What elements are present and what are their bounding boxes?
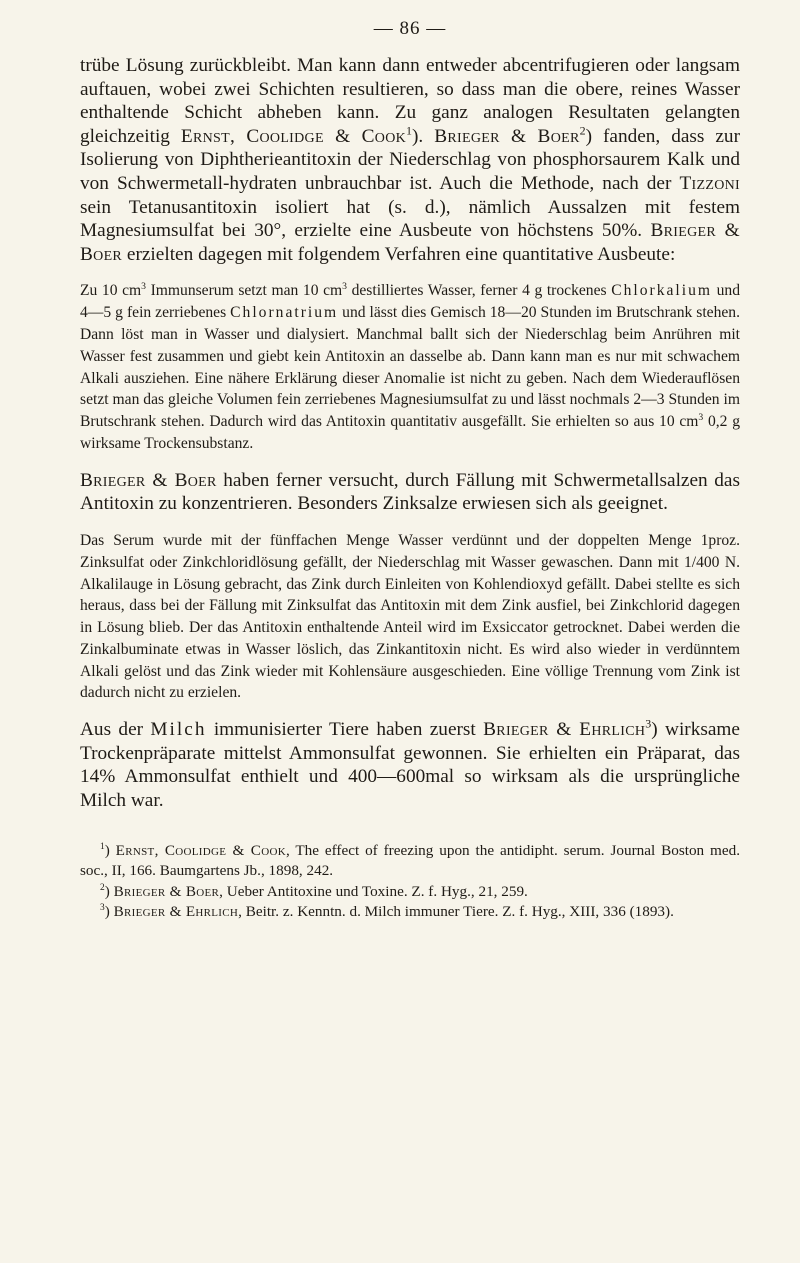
footnote-text: , The effect of freezing upon the antidipht. serum. Journal Boston med. soc., II, 166. Baumgartens Jb., 1898, 242. [80, 841, 740, 880]
footnote-text: , Ueber Antitoxine und Toxine. Z. f. Hyg., 21, 259. [219, 882, 528, 900]
small-paragraph-1 [80, 280, 740, 454]
paragraph-text: N. Alkalilauge in Lösung gebracht, das Zink durch Einleiten von Kohlendioxyd gefällt. Dabei stellte es sich heraus, dass bei der Fällung mit Zinksulfat das Antitoxin mit dem Zink ausfiel, bei Zinkchlorid dagegen in Lösung blieb. Der das Antitoxin enthaltende Anteil wird im Exsiccator getrocknet. Dabei werden die Zinkalbuminate etwas in Wasser löslich, das Zinkantitoxin nicht. Es wird also wieder in verdünntem Alkali gelöst und das Zink wieder mit Kohlensäure ausgeschieden. Eine völlige Trennung vom Zink ist dadurch nicht zu erzielen. [80, 553, 741, 702]
footnote-ref: 2 [579, 123, 586, 138]
footnotes [80, 841, 740, 923]
footnote-number: 3 [100, 903, 105, 914]
paragraph-text: sein Tetanusantitoxin isoliert hat (s. d.), nämlich Aussalzen mit festem Magnesiumsulfat bei 30°, erzielte eine Ausbeute von höchstens 50%. [80, 196, 740, 242]
author-name: Brieger & Boer [80, 220, 740, 265]
author-name: Brieger & Boer [434, 125, 580, 147]
exponent: 3 [698, 411, 704, 423]
author-name: Brieger & Boer [80, 469, 217, 491]
exponent: 3 [342, 281, 347, 293]
page-number: — 86 — [373, 18, 447, 39]
author-name: Ernst, Coolidge & Cook [180, 125, 407, 147]
paragraph-text: haben ferner versucht, durch Fällung mit Schwermetallsalzen das Antitoxin zu konzentrieren. Besonders Zinksalze erwiesen sich als geeignet. [80, 469, 740, 515]
paragraph-2 [80, 469, 740, 516]
author-name: Brieger & Ehrlich [483, 719, 646, 741]
footnote-ref: 1 [406, 123, 413, 138]
paragraph-text: ). [412, 125, 435, 147]
footnote-authors: Brieger & Ehrlich [113, 903, 239, 921]
footnote-text: , Beitr. z. Kenntn. d. Milch immuner Tiere. Z. f. Hyg., XIII, 336 (1893). [238, 903, 674, 921]
footnote-number: 1 [100, 841, 105, 852]
fraction: 1/400 [683, 553, 720, 571]
footnote-authors: Brieger & Boer [113, 882, 220, 900]
footnote: $^2$) Brieger & Boer, Ueber Antitoxine und Toxine. Z. f. Hyg., 21, 259. [100, 882, 528, 900]
paragraph-text: 0,2 g wirksame Trockensubstanz. [80, 413, 740, 452]
footnote: $^3$) Brieger & Ehrlich, Beitr. z. Kenntn. d. Milch immuner Tiere. Z. f. Hyg., XIII, 336 (1893). [100, 903, 674, 921]
emphasized-term: Chlornatrium [230, 304, 339, 322]
paragraph-text: Das Serum wurde mit der fünffachen Menge Wasser verdünnt und der doppelten Menge 1proz. Zinksulfat oder Zinkchloridlösung gefällt, der Niederschlag mit Wasser gewaschen. Dann mit [80, 531, 740, 571]
paragraph-text: Aus der [80, 719, 151, 741]
footnote-authors: Ernst, Coolidge & Cook [115, 841, 286, 859]
footnote: $^1$) Ernst, Coolidge & Cook, The effect of freezing upon the antidipht. serum. Journal Boston med. soc., II, 166. Baumgartens Jb., 1898, 242. [80, 841, 740, 880]
paragraph-text: immunisierter Tiere haben zuerst [206, 719, 484, 741]
paragraph-text: trübe Lösung zurückbleibt. Man kann dann entweder abcentrifugieren oder langsam auftauen, wobei zwei Schichten resultieren, so dass man die obere, reines Wasser enthaltende Schicht abheben kann. Zu ganz analogen Resultaten gelangten gleichzeitig [80, 55, 740, 147]
paragraph-text: ) fanden, dass zur Isolierung von Diphtherieantitoxin der Niederschlag von phosphorsaurem Kalk und von Schwermetall-hydraten unbrauchbar ist. Auch die Methode, nach der [80, 125, 740, 194]
small-paragraph-2 [80, 530, 740, 704]
paragraph-text: ) wirksame Trockenpräparate mittelst Ammonsulfat gewonnen. Sie erhielten ein Präparat, das 14% Ammonsulfat enthielt und 400—600mal so wirksam als die ursprüngliche Milch war. [80, 719, 740, 812]
page [80, 18, 740, 923]
paragraph-text: destilliertes Wasser, ferner 4 g trockenes [346, 282, 612, 300]
emphasized-term: Milch [150, 719, 207, 741]
paragraph-text: Immunserum setzt man 10 cm [145, 282, 343, 300]
paragraph-1 [80, 54, 740, 266]
paragraph-3 [80, 718, 740, 812]
paragraph-text: und 4—5 g fein zerriebenes [80, 282, 741, 322]
footnote-ref: 3 [645, 716, 652, 731]
footnote-number: 2 [100, 882, 105, 893]
exponent: 3 [141, 281, 146, 293]
paragraph-text: Zu 10 cm [80, 282, 142, 300]
emphasized-term: Chlorkalium [611, 282, 713, 300]
author-name: Tizzoni [679, 172, 740, 194]
paragraph-text: erzielten dagegen mit folgendem Verfahren eine quantitative Ausbeute: [122, 243, 676, 265]
paragraph-text: und lässt dies Gemisch 18—20 Stunden im Brutschrank stehen. Dann löst man in Wasser und dialysiert. Manchmal ballt sich der Niederschlag beim Anrühren mit Wasser fest zusammen und giebt kein Antitoxin an dasselbe ab. Dann kann man es nur mit schwachem Alkali ausziehen. Eine nähere Erklärung dieser Anomalie ist nicht zu geben. Nach dem Wiederauflösen setzt man das gleiche Volumen fein zerriebenes Magnesiumsulfat zu und lässt nochmals 2—3 Stunden im Brutschrank stehen. Dadurch wird das Antitoxin quantitativ ausgefällt. Sie erhielten so aus 10 cm [80, 304, 741, 431]
